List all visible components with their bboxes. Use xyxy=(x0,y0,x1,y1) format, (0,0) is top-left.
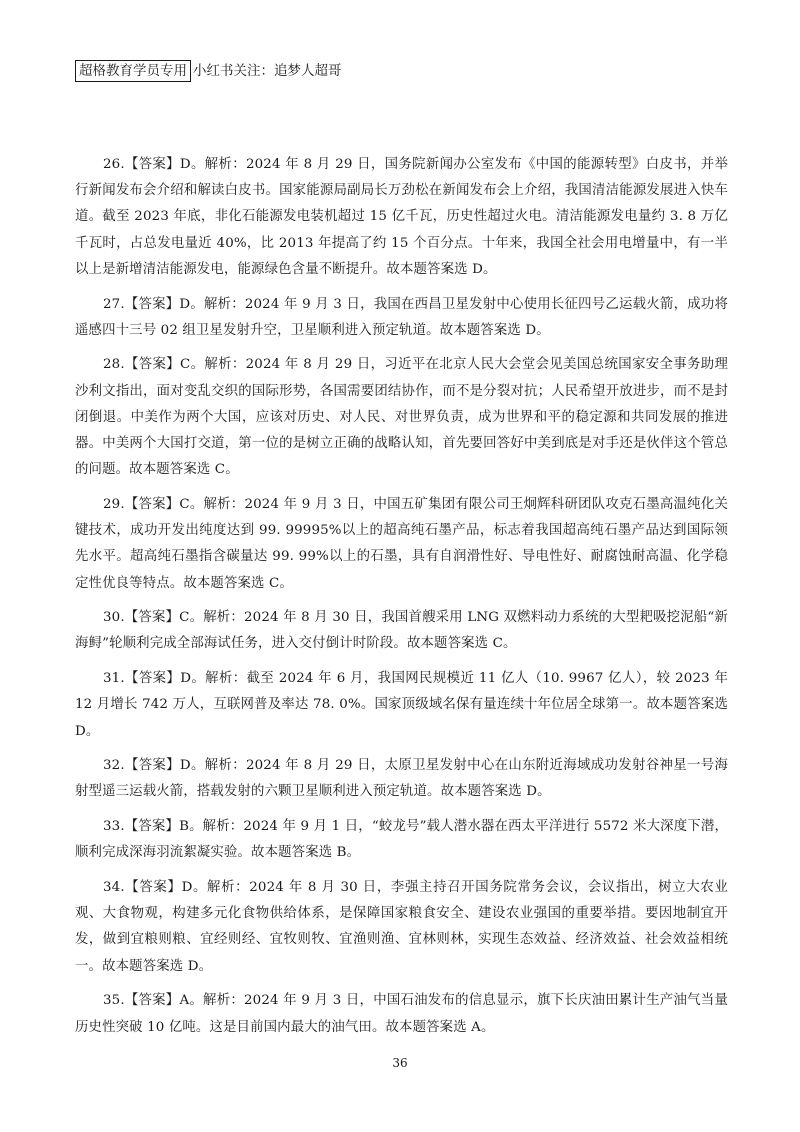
answer-list xyxy=(75,152,728,1049)
answer-paragraph-30 xyxy=(75,605,728,657)
answer-text: D。解析：2024 年 8 月 29 日，国务院新闻办公室发布《中国的能源转型》白皮书，并举行新闻发布会介绍和解读白皮书。国家能源局副局长万劲松在新闻发布会上介绍，我国清洁能源发展进入快车道。截至 2023 年底，非化石能源发电装机超过 15 亿千瓦，历史性超过火电。清洁能源发电量约 3. 8 万亿千瓦时，占总发电量近 40%，比 2013 年提高了约 15 个百分点。十年来，我国全社会用电增量中，有一半以上是新增清洁能源发电，能源绿色含量不断提升。故本题答案选 D。 xyxy=(75,157,728,277)
question-number: 33. xyxy=(103,819,125,835)
answer-tag: 【答案】 xyxy=(124,758,180,774)
answer-paragraph-31 xyxy=(75,666,728,745)
answer-text: C。解析：2024 年 8 月 30 日，我国首艘采用 LNG 双燃料动力系统的大型耙吸挖泥船“新海鲟”轮顺利完成全部海试任务，进入交付倒计时阶段。故本题答案选 C。 xyxy=(75,610,728,652)
question-number: 26. xyxy=(103,157,125,172)
answer-text: D。解析：2024 年 8 月 30 日，李强主持召开国务院常务会议，会议指出，树立大农业观、大食物观，构建多元化食物供给体系，是保障国家粮食安全、建设农业强国的重要举措。要因地制宜开发，做到宜粮则粮、宜经则经、宜牧则牧、宜渔则渔、宜林则林，实现生态效益、经济效益、社会效益相统一。故本题答案选 D。 xyxy=(75,880,728,974)
header-note: 小红书关注：追梦人超哥 xyxy=(193,63,342,79)
answer-paragraph-35 xyxy=(75,988,728,1040)
question-number: 35. xyxy=(103,993,125,1009)
answer-tag: 【答案】 xyxy=(124,157,180,172)
question-number: 30. xyxy=(103,610,125,626)
answer-paragraph-27 xyxy=(75,292,728,344)
page-number: 36 xyxy=(392,1056,408,1070)
header-box-label: 超格教育学员专用 xyxy=(75,60,191,82)
answer-tag: 【答案】 xyxy=(124,496,180,512)
question-number: 31. xyxy=(103,671,125,687)
answer-tag: 【答案】 xyxy=(124,819,180,835)
question-number: 29. xyxy=(103,496,125,512)
answer-text: D。解析：2024 年 8 月 29 日，太原卫星发射中心在山东附近海域成功发射谷神星一号海射型遥三运载火箭，搭载发射的六颗卫星顺利进入预定轨道。故本题答案选 D。 xyxy=(75,758,728,800)
document-header xyxy=(75,60,342,82)
answer-tag: 【答案】 xyxy=(124,296,180,312)
answer-paragraph-33 xyxy=(75,814,728,866)
answer-tag: 【答案】 xyxy=(124,357,180,373)
answer-paragraph-29 xyxy=(75,492,728,597)
answer-text: A。解析：2024 年 9 月 3 日，中国石油发布的信息显示，旗下长庆油田累计生产油气当量历史性突破 10 亿吨。这是目前国内最大的油气田。故本题答案选 A。 xyxy=(75,993,728,1035)
answer-paragraph-28 xyxy=(75,352,728,483)
answer-paragraph-34 xyxy=(75,875,728,980)
answer-text: B。解析：2024 年 9 月 1 日，“蛟龙号”载人潜水器在西太平洋进行 5572 米大深度下潜，顺利完成深海羽流絮凝实验。故本题答案选 B。 xyxy=(75,819,728,861)
answer-paragraph-26 xyxy=(75,152,728,283)
answer-text: C。解析：2024 年 9 月 3 日，中国五矿集团有限公司王炯辉科研团队攻克石墨高温纯化关键技术，成功开发出纯度达到 99. 99995%以上的超高纯石墨产品，标志着我国超高纯石墨产品达到国际领先水平。超高纯石墨指含碳量达 99. 99%以上的石墨，具有自润滑性好、导电性好、耐腐蚀耐高温、化学稳定性优良等特点。故本题答案选 C。 xyxy=(75,496,728,591)
answer-tag: 【答案】 xyxy=(124,671,181,687)
answer-paragraph-32 xyxy=(75,753,728,805)
question-number: 32. xyxy=(103,758,125,774)
answer-tag: 【答案】 xyxy=(124,610,180,626)
answer-text: C。解析：2024 年 8 月 29 日，习近平在北京人民大会堂会见美国总统国家安全事务助理沙利文指出，面对变乱交织的国际形势，各国需要团结协作，而不是分裂对抗；人民希望开放进步，而不是封闭倒退。中美作为两个大国，应该对历史、对人民、对世界负责，成为世界和平的稳定源和共同发展的推进器。中美两个大国打交道，第一位的是树立正确的战略认知，首先要回答好中美到底是对手还是伙伴这个管总的问题。故本题答案选 C。 xyxy=(75,357,729,478)
question-number: 28. xyxy=(103,357,125,373)
answer-tag: 【答案】 xyxy=(124,880,182,896)
answer-tag: 【答案】 xyxy=(124,993,180,1009)
answer-text: D。解析：2024 年 9 月 3 日，我国在西昌卫星发射中心使用长征四号乙运载火箭，成功将遥感四十三号 02 组卫星发射升空，卫星顺利进入预定轨道。故本题答案选 D。 xyxy=(75,296,728,338)
answer-text: D。解析：截至 2024 年 6 月，我国网民规模近 11 亿人（10. 9967 亿人），较 2023 年 12 月增长 742 万人，互联网普及率达 78. 0%。国家顶级域名保有量连续十年位居全球第一。故本题答案选 D。 xyxy=(75,671,728,739)
question-number: 34. xyxy=(103,880,125,896)
question-number: 27. xyxy=(103,296,125,312)
